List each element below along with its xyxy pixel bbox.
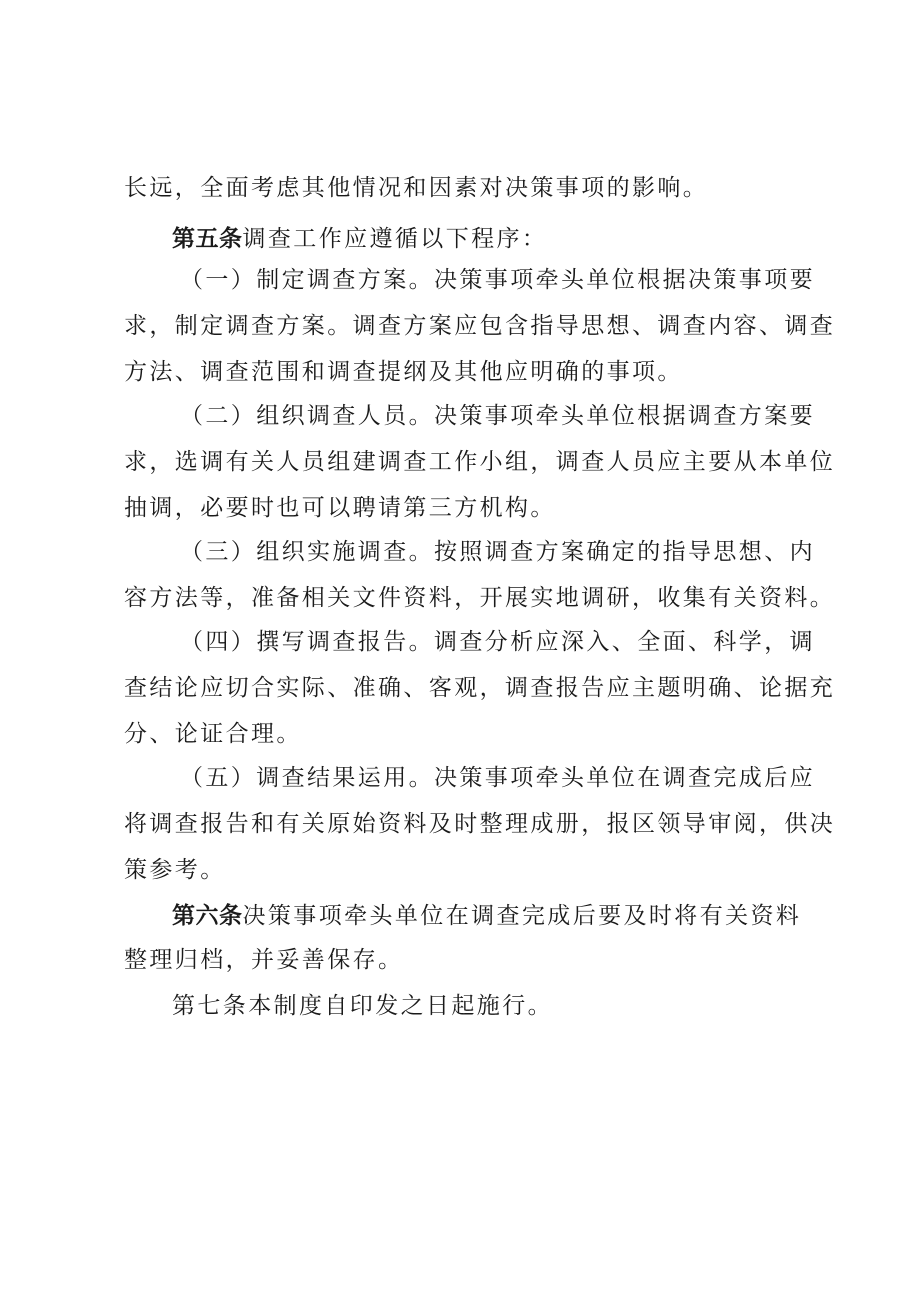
article-7-line	[172, 991, 553, 1021]
line-text: 求，制定调查方案。调查方案应包含指导思想、调查内容、调查	[124, 313, 836, 339]
line-text: 长远，全面考虑其他情况和因素对决策事项的影响。	[124, 175, 709, 201]
paragraph-line	[124, 583, 835, 613]
line-text: 第七条本制度自印发之日起施行。	[172, 993, 553, 1019]
paragraph-line	[124, 855, 226, 885]
paragraph-line	[124, 311, 835, 341]
paragraph-line	[180, 265, 815, 295]
article-5-heading	[172, 224, 547, 254]
line-text: 策参考。	[124, 857, 226, 883]
paragraph-line	[124, 673, 835, 703]
line-text: 分、论证合理。	[124, 721, 302, 747]
paragraph-line	[180, 627, 815, 657]
paragraph-line	[180, 763, 815, 793]
line-text: （四）撰写调查报告。调查分析应深入、全面、科学，调	[180, 629, 815, 655]
paragraph-line	[124, 357, 683, 387]
line-text: 决策事项牵头单位在调查完成后要及时将有关资料	[242, 903, 802, 929]
line-text: （三）组织实施调查。按照调查方案确定的指导思想、内	[180, 539, 815, 565]
paragraph-line	[124, 493, 556, 523]
paragraph-line	[124, 173, 708, 203]
paragraph-line	[180, 401, 815, 431]
article-6-label: 第六条	[172, 903, 243, 929]
line-text: 抽调，必要时也可以聘请第三方机构。	[124, 495, 556, 521]
line-text: 方法、调查范围和调查提纲及其他应明确的事项。	[124, 359, 683, 385]
article-5-label: 第五条	[172, 226, 243, 252]
paragraph-line	[124, 447, 835, 477]
line-text: （一）制定调查方案。决策事项牵头单位根据决策事项要	[180, 267, 815, 293]
line-text: 容方法等，准备相关文件资料，开展实地调研，收集有关资料。	[124, 585, 836, 611]
line-text: 求，选调有关人员组建调查工作小组，调查人员应主要从本单位	[124, 449, 836, 475]
paragraph-line	[124, 945, 403, 975]
paragraph-line	[180, 537, 815, 567]
line-text: 将调查报告和有关原始资料及时整理成册，报区领导审阅，供决	[124, 811, 836, 837]
line-text: 查结论应切合实际、准确、客观，调查报告应主题明确、论据充	[124, 675, 836, 701]
line-text: （二）组织调查人员。决策事项牵头单位根据调查方案要	[180, 403, 815, 429]
article-6-heading	[172, 901, 801, 931]
line-text: 整理归档，并妥善保存。	[124, 947, 404, 973]
paragraph-line	[124, 719, 302, 749]
paragraph-line	[124, 809, 835, 839]
line-text: （五）调查结果运用。决策事项牵头单位在调查完成后应	[180, 765, 815, 791]
line-text: 调查工作应遵循以下程序：	[242, 226, 548, 252]
